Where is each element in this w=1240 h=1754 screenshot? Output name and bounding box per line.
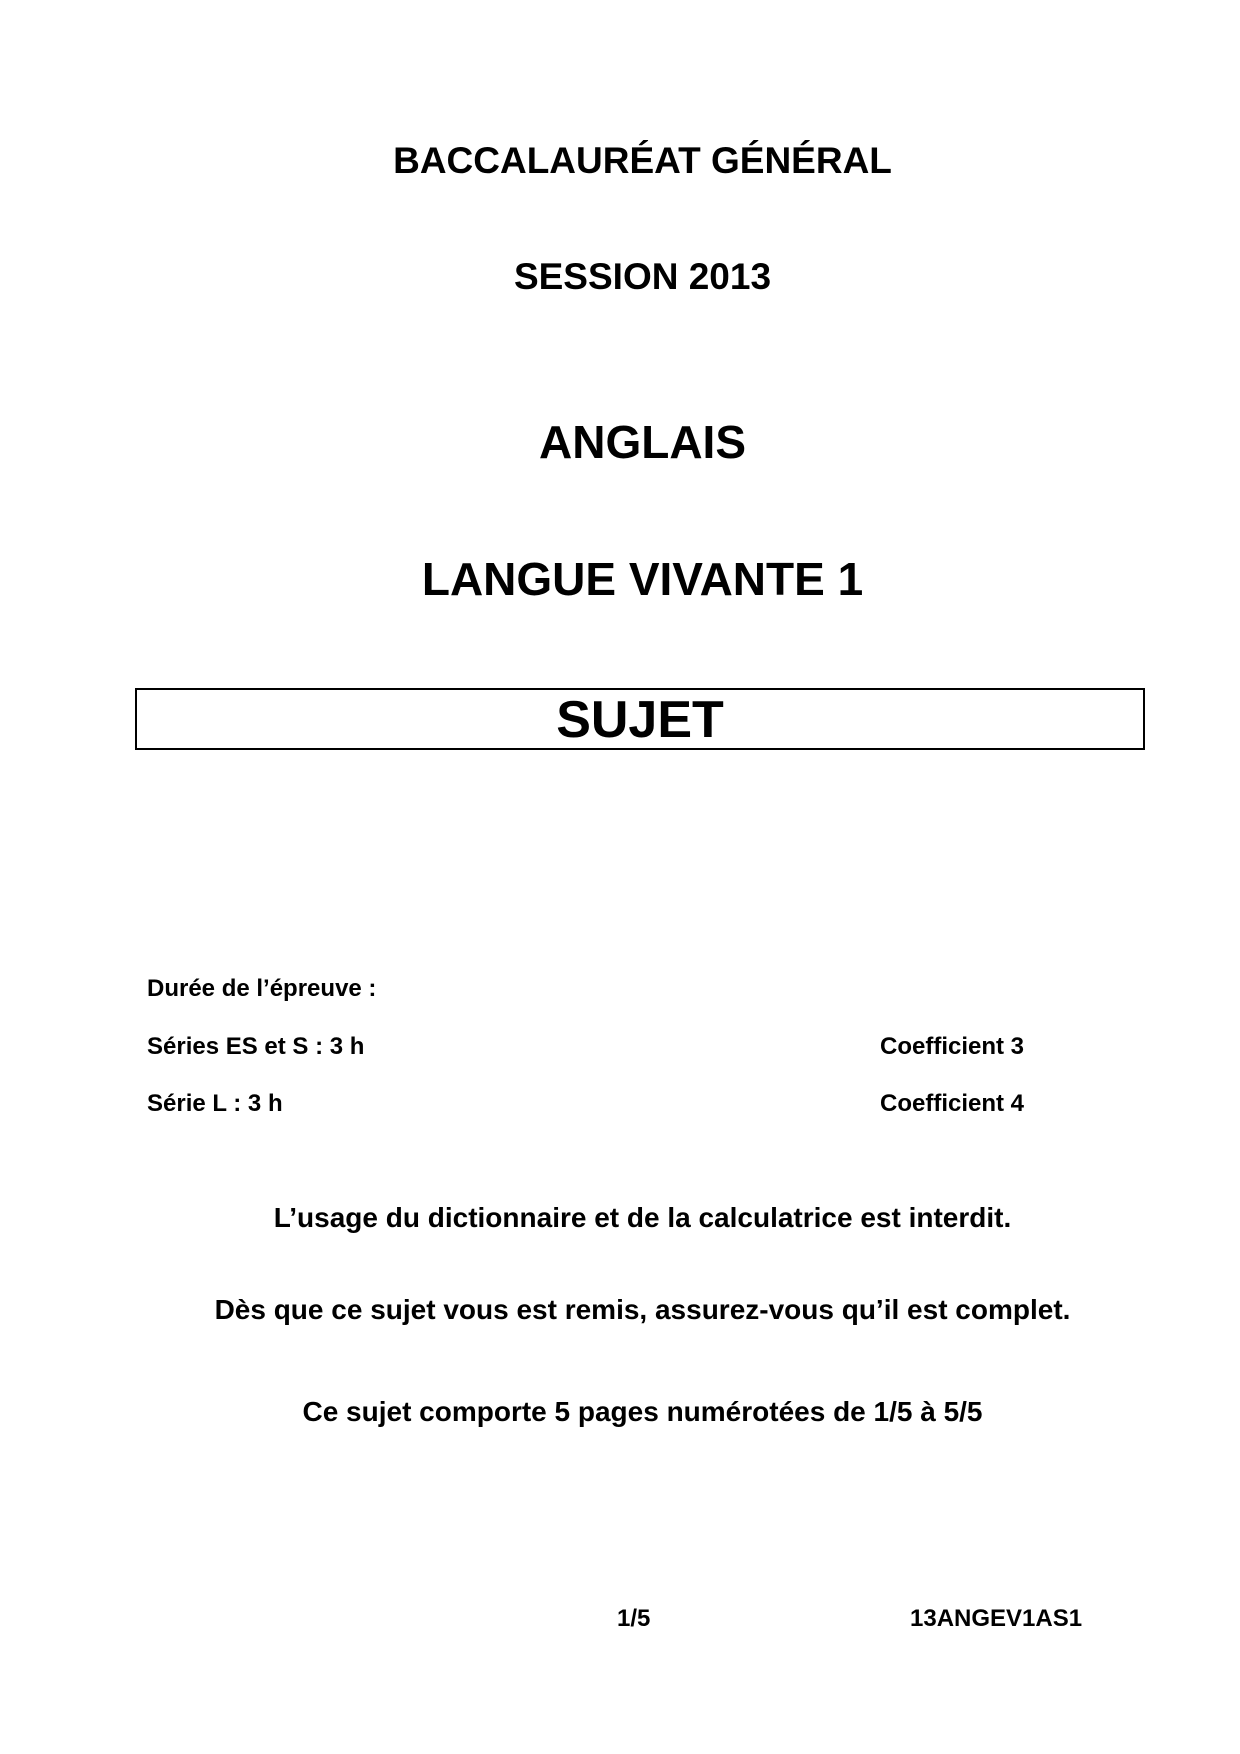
subject-title: ANGLAIS: [539, 416, 746, 468]
document-type-box: [135, 688, 1145, 750]
footer-document-code: 13ANGEV1AS1: [910, 1605, 1083, 1632]
series-es-s-coefficient: Coefficient 3: [880, 1033, 1025, 1060]
exam-title: BACCALAURÉAT GÉNÉRAL: [393, 140, 892, 181]
series-l-coefficient: Coefficient 4: [880, 1090, 1025, 1117]
footer-page-number: 1/5: [617, 1605, 651, 1632]
level-title: LANGUE VIVANTE 1: [421, 553, 864, 605]
series-l-duration: Série L : 3 h: [147, 1090, 283, 1117]
duration-label: Durée de l’épreuve :: [147, 975, 377, 1002]
document-type-label: SUJET: [556, 691, 724, 749]
series-es-s-duration: Séries ES et S : 3 h: [147, 1033, 365, 1060]
page-count-notice: Ce sujet comporte 5 pages numérotées de 1/5 à 5/5: [302, 1396, 983, 1427]
session-title: SESSION 2013: [513, 256, 772, 297]
forbidden-notice: L’usage du dictionnaire et de la calculatrice est interdit.: [273, 1202, 1012, 1233]
check-complete-notice: Dès que ce sujet vous est remis, assurez-vous qu’il est complet.: [214, 1294, 1071, 1325]
